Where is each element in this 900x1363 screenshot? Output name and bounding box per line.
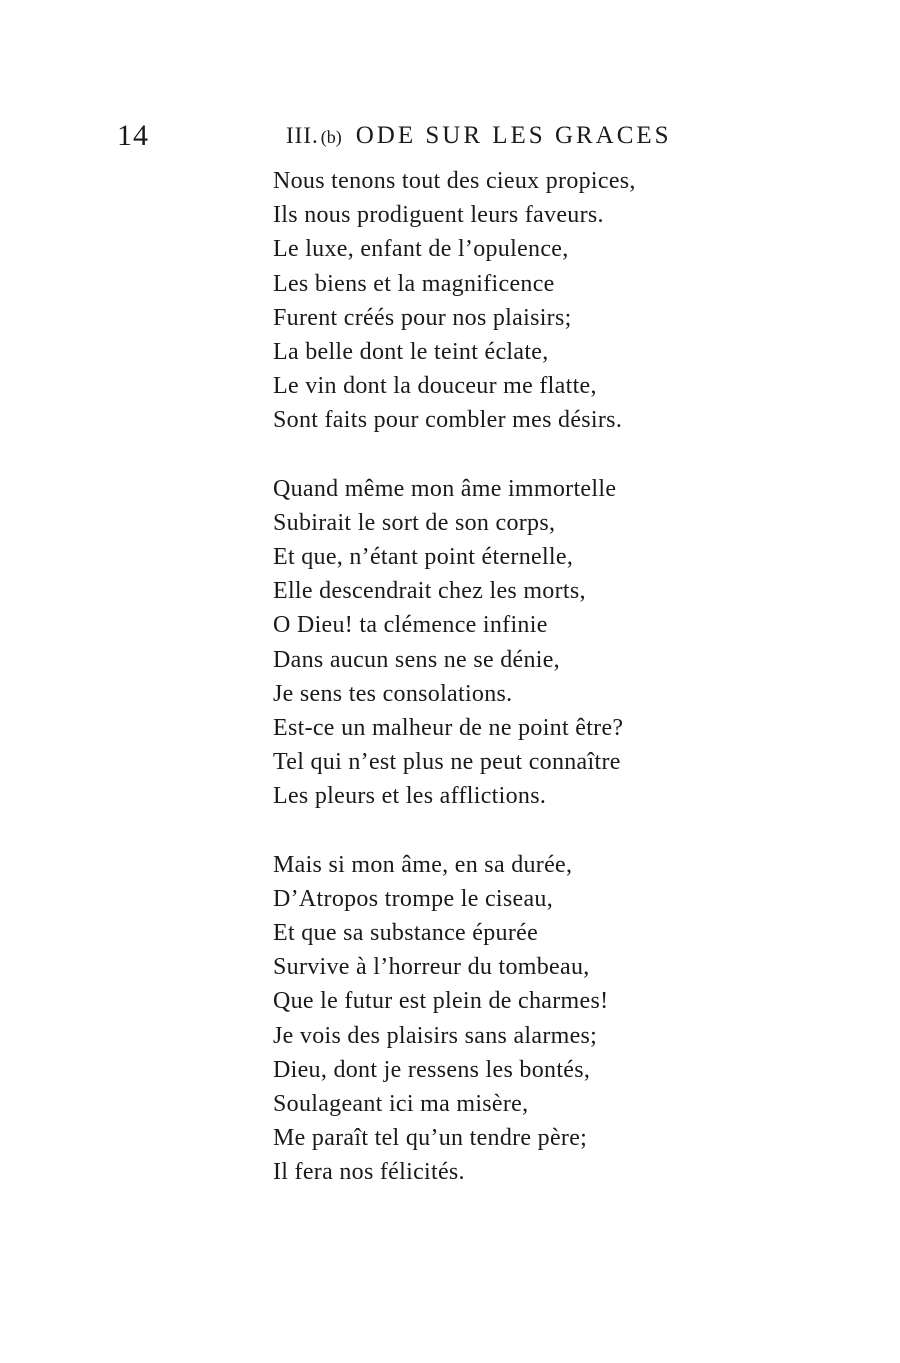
poem-line: D’Atropos trompe le ciseau, [273, 885, 554, 912]
poem-line: La belle dont le teint éclate, [273, 339, 549, 366]
page-number: 14 [117, 119, 149, 152]
poem-line: Est-ce un malheur de ne point être? [273, 715, 624, 742]
poem-body [273, 164, 833, 1224]
poem-line: Tel qui n’est plus ne peut connaître [273, 749, 621, 776]
poem-line: Ils nous prodiguent leurs faveurs. [273, 202, 604, 229]
poem-line: Je sens tes consolations. [273, 680, 513, 707]
poem-line: Furent créés pour nos plaisirs; [273, 304, 572, 331]
poem-line: Mais si mon âme, en sa durée, [273, 851, 573, 878]
poem-line: Subirait le sort de son corps, [273, 509, 556, 536]
poem-line: Me paraît tel qu’un tendre père; [273, 1125, 588, 1152]
poem-line: Que le futur est plein de charmes! [273, 988, 609, 1015]
poem-line: Les biens et la magnificence [273, 270, 555, 297]
poem-line: O Dieu! ta clémence infinie [273, 612, 548, 639]
poem-line: Le vin dont la douceur me flatte, [273, 373, 597, 400]
poem-line: Je vois des plaisirs sans alarmes; [273, 1022, 598, 1049]
poem-line: Dieu, dont je ressens les bontés, [273, 1056, 591, 1083]
running-head [286, 118, 672, 157]
section-numeral: III. [286, 123, 319, 148]
section-variant: (b) [320, 127, 342, 147]
poem-line: Dans aucun sens ne se dénie, [273, 646, 560, 673]
stanza-1 [273, 164, 833, 438]
stanza-2 [273, 472, 833, 814]
stanza-3 [273, 848, 833, 1190]
running-title: ODE SUR LES GRACES [355, 122, 672, 149]
poem-line: Elle descendrait chez les morts, [273, 578, 586, 605]
poem-line: Le luxe, enfant de l’opulence, [273, 236, 569, 263]
poem-line: Survive à l’horreur du tombeau, [273, 954, 590, 981]
poem-line: Quand même mon âme immortelle [273, 475, 617, 502]
poem-line: Il fera nos félicités. [273, 1159, 465, 1186]
poem-line: Sont faits pour combler mes désirs. [273, 407, 623, 434]
poem-line: Soulageant ici ma misère, [273, 1091, 529, 1118]
poem-line: Et que, n’étant point éternelle, [273, 544, 574, 571]
poem-line: Et que sa substance épurée [273, 920, 539, 947]
poem-line: Nous tenons tout des cieux propices, [273, 168, 636, 194]
poem-line: Les pleurs et les afflictions. [273, 783, 547, 810]
